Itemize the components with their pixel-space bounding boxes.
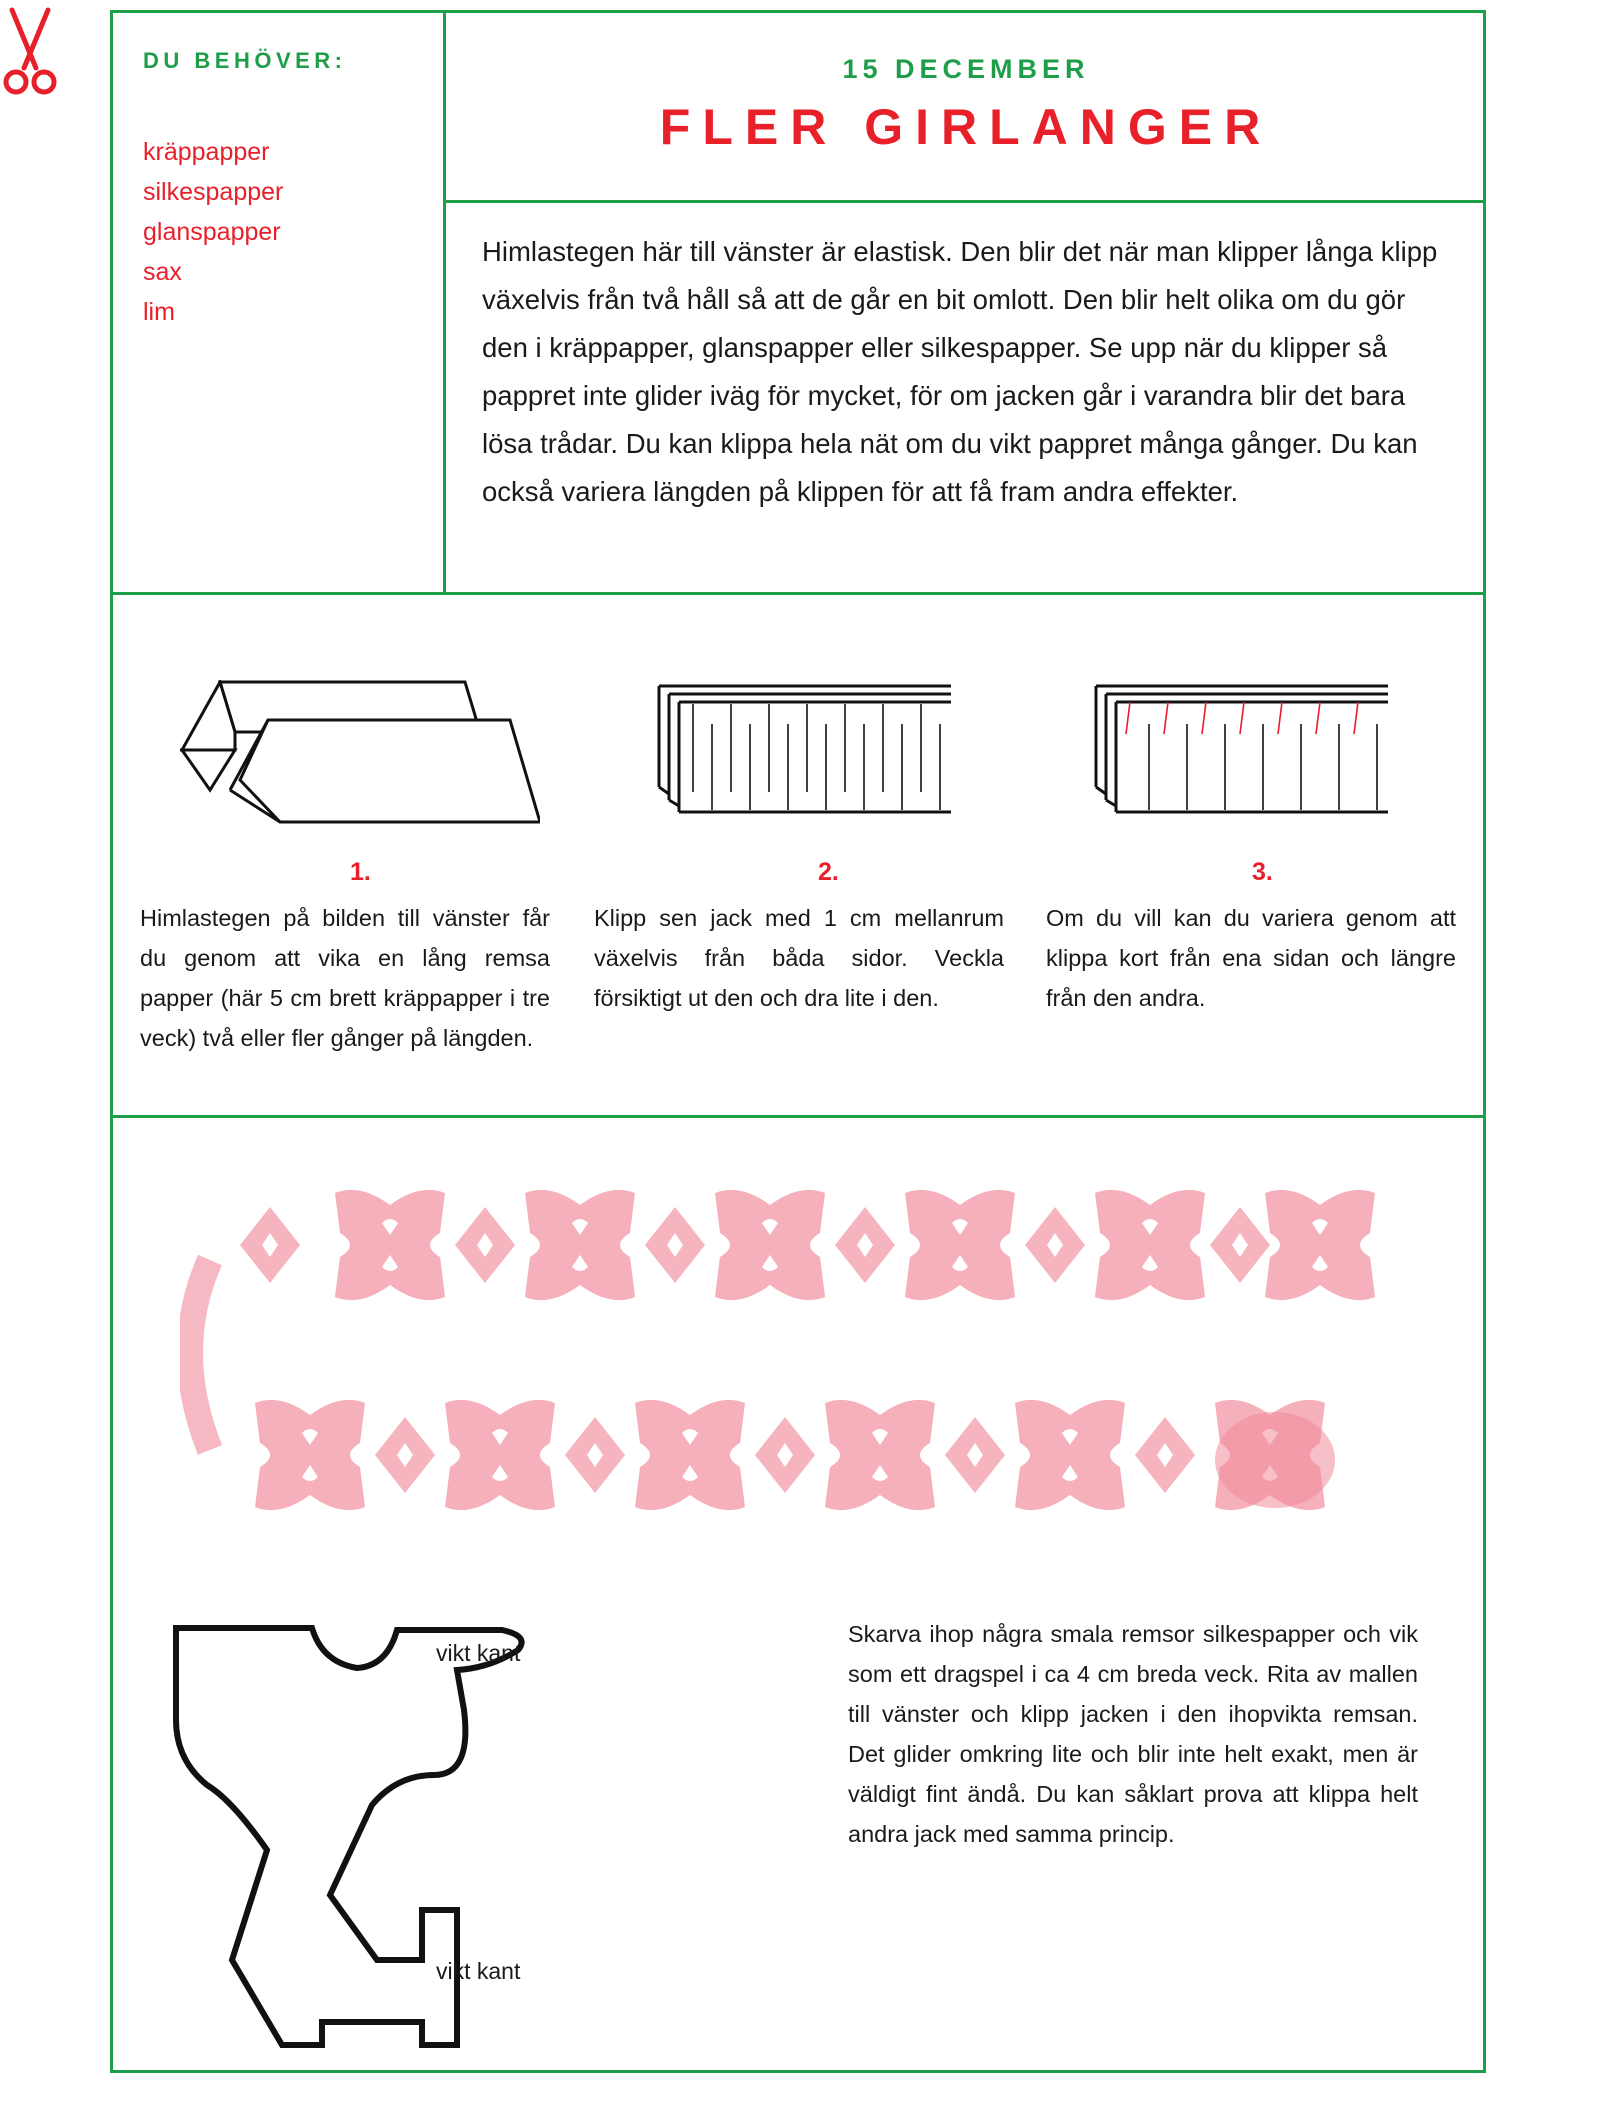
garland-bow-shape bbox=[255, 1400, 365, 1510]
outro-text: Skarva ihop några smala remsor silkespapper och vik som ett dragspel i ca 4 cm breda veck. Rita av mallen till vänster och klipp jacken i den ihopvikta remsan. Det glider omkring lite och blir inte helt exakt, men är väldigt fint ändå. Du kan såklart prova att klippa helt andra jack med samma princip. bbox=[848, 1621, 1418, 1847]
garland-diamond-shape bbox=[1135, 1417, 1195, 1493]
materials-list bbox=[143, 132, 283, 332]
section-divider-2 bbox=[110, 1115, 1486, 1118]
step1-number: 1. bbox=[350, 858, 371, 886]
intro-text: Himlastegen här till vänster är elastisk. Den blir det när man klipper långa klipp växelvis från två håll så att de går en bit omlott. Den blir helt olika om du gör den i kräppapper, glanspapper eller silkespapper. Se upp när du klipper så pappret inte glider iväg för mycket, för om jacken går i varandra blir det bara lösa trådar. Du kan klippa hela nät om du vikt pappret många gånger. Du kan också variera längden på klippen för att få fram andra effekter. bbox=[482, 236, 1438, 507]
cut-line bbox=[1202, 702, 1206, 734]
garland-diamond-shape bbox=[375, 1417, 435, 1493]
garland-bow-shape bbox=[905, 1190, 1015, 1300]
fold-edge-label-top: vikt kant bbox=[436, 1640, 521, 1666]
garland-diamond-shape bbox=[1210, 1207, 1270, 1283]
cut-line bbox=[1240, 702, 1244, 734]
cut-line bbox=[1316, 702, 1320, 734]
fold-edge-label-bottom: vikt kant bbox=[436, 1958, 521, 1984]
garland-bow-shape bbox=[635, 1400, 745, 1510]
garland-diamond-shape bbox=[835, 1207, 895, 1283]
date-label: 15 DECEMBER bbox=[842, 54, 1090, 84]
cut-line bbox=[1354, 702, 1358, 734]
step2-illustration bbox=[655, 682, 955, 817]
cut-line bbox=[1126, 702, 1130, 734]
cut-line bbox=[1164, 702, 1168, 734]
header-divider-title bbox=[443, 200, 1486, 203]
garland-bow-shape bbox=[715, 1190, 825, 1300]
garland-bow-shape bbox=[1015, 1400, 1125, 1510]
garland-bow-shape bbox=[335, 1190, 445, 1300]
garland-diamond-shape bbox=[240, 1207, 300, 1283]
garland-bow-shape bbox=[1095, 1190, 1205, 1300]
section-divider-1 bbox=[110, 592, 1486, 595]
materials-item: glanspapper bbox=[143, 218, 281, 246]
cut-line bbox=[1278, 702, 1282, 734]
garland-diamond-shape bbox=[945, 1417, 1005, 1493]
garland-photo bbox=[180, 1150, 1420, 1550]
garland-bow-shape bbox=[445, 1400, 555, 1510]
garland-diamond-shape bbox=[645, 1207, 705, 1283]
cut-pattern-template bbox=[172, 1600, 672, 2050]
step2-text: Klipp sen jack med 1 cm mellanrum växelvis från båda sidor. Veckla försiktigt ut den och dra lite i den. bbox=[594, 905, 1004, 1011]
page-title: FLER GIRLANGER bbox=[659, 99, 1273, 155]
garland-bow-shape bbox=[525, 1190, 635, 1300]
step3-illustration bbox=[1092, 682, 1392, 817]
materials-item: kräppapper bbox=[143, 138, 270, 166]
scissors-icon bbox=[2, 6, 58, 98]
step3-text: Om du vill kan du variera genom att klippa kort från ena sidan och längre från den andra. bbox=[1046, 905, 1456, 1011]
step1-illustration bbox=[180, 680, 540, 830]
garland-bow-shape bbox=[825, 1400, 935, 1510]
step3-number: 3. bbox=[1252, 858, 1273, 886]
step2-number: 2. bbox=[818, 858, 839, 886]
step1-text: Himlastegen på bilden till vänster får du genom att vika en lång remsa papper (här 5 cm brett kräppapper i tre veck) två eller fler gånger på längden. bbox=[140, 905, 550, 1051]
garland-diamond-shape bbox=[455, 1207, 515, 1283]
garland-bow-shape bbox=[1265, 1190, 1375, 1300]
materials-item: sax bbox=[143, 258, 182, 286]
materials-heading: DU BEHÖVER: bbox=[143, 48, 347, 73]
materials-item: silkespapper bbox=[143, 178, 284, 206]
materials-item: lim bbox=[143, 298, 175, 326]
garland-diamond-shape bbox=[755, 1417, 815, 1493]
garland-diamond-shape bbox=[565, 1417, 625, 1493]
garland-diamond-shape bbox=[1025, 1207, 1085, 1283]
